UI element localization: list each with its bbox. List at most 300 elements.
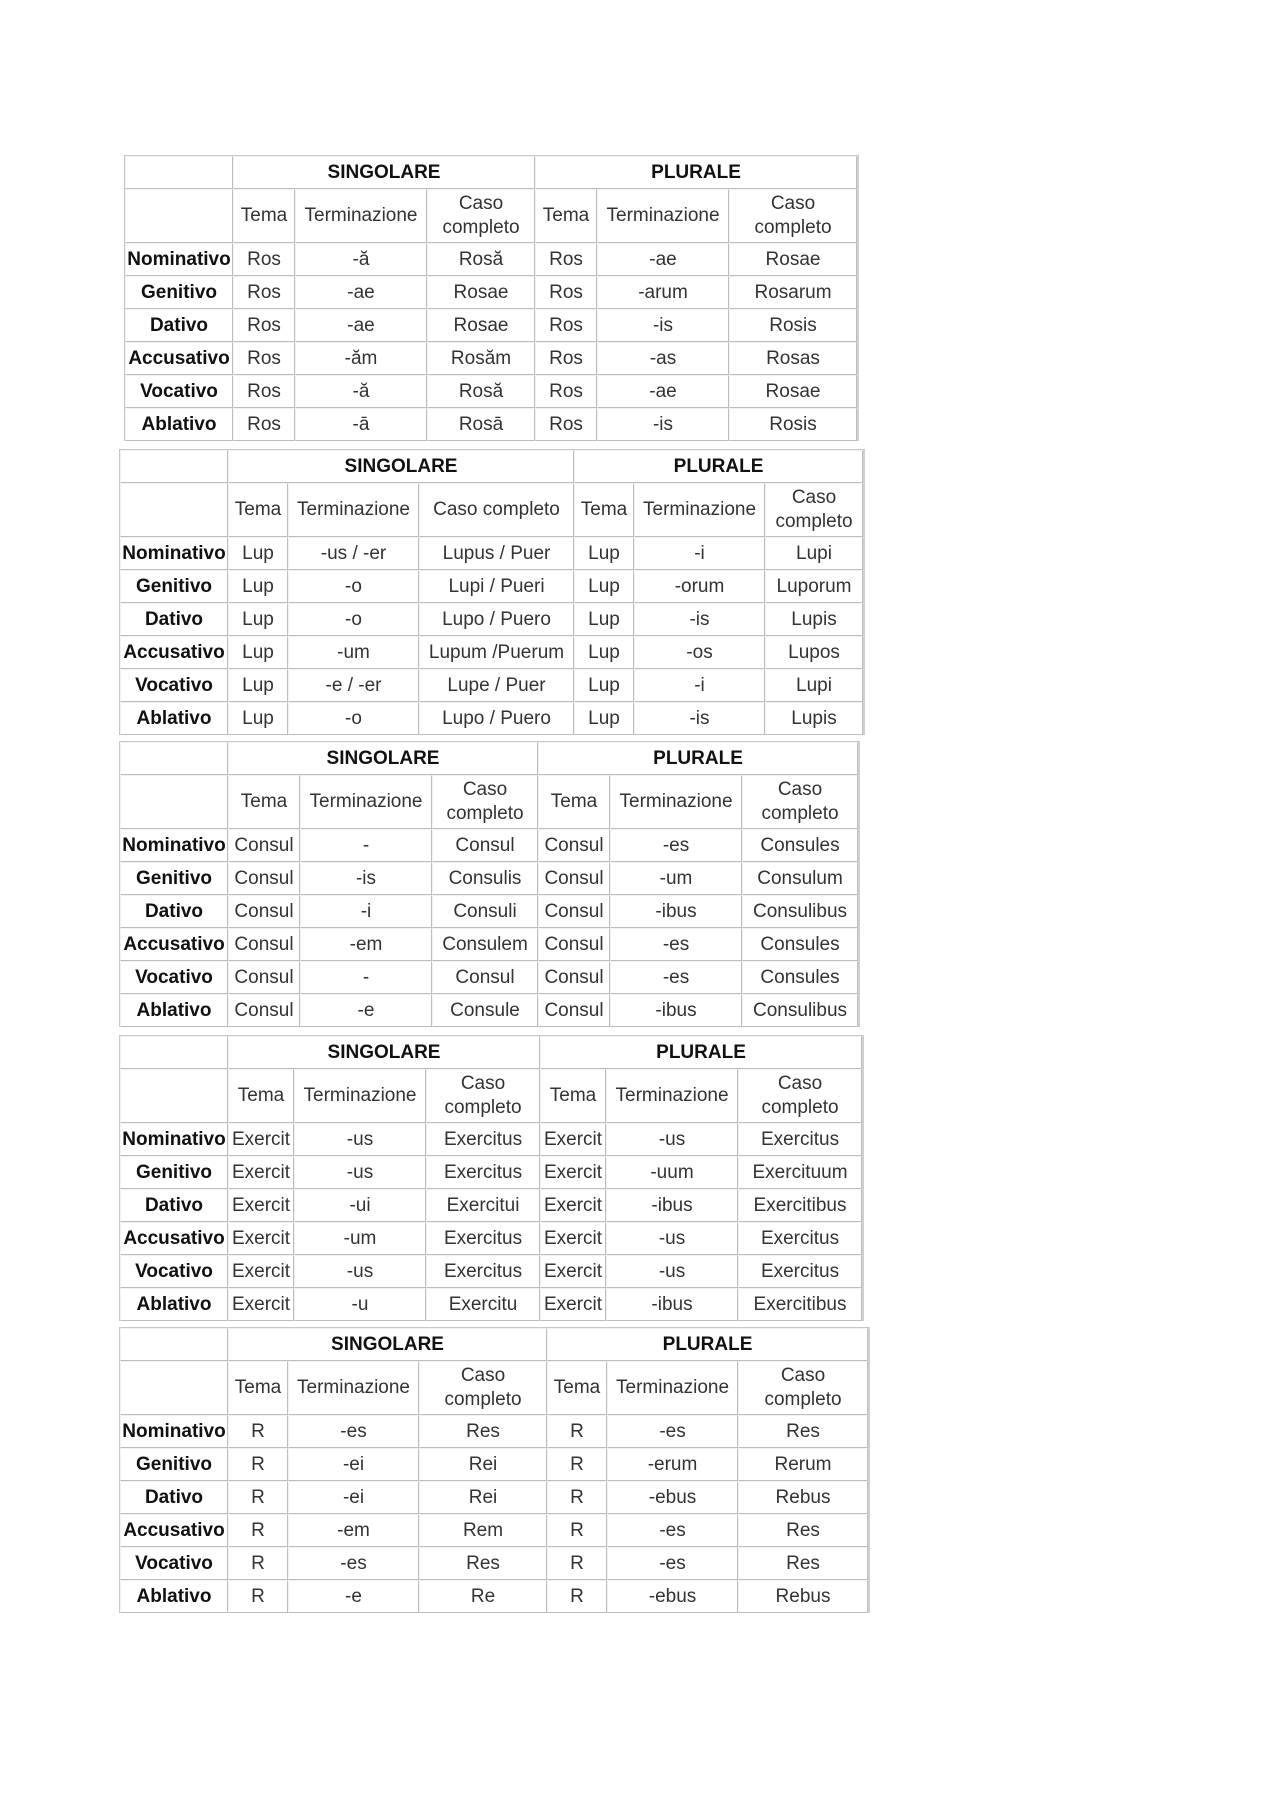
header-ending: Terminazione bbox=[294, 1069, 426, 1123]
singular-full-form-cell: Rei bbox=[419, 1448, 547, 1481]
header-full-case-line: completo bbox=[775, 511, 853, 532]
singular-stem-cell: Lup bbox=[228, 669, 288, 702]
singular-ending-cell: -i bbox=[300, 895, 432, 928]
singular-full-form-cell: Lupus / Puer bbox=[419, 537, 574, 570]
case-label: Genitivo bbox=[125, 276, 233, 309]
header-stem: Tema bbox=[535, 189, 597, 243]
plural-stem-cell: Lup bbox=[574, 669, 634, 702]
singular-ending-cell: -us / -er bbox=[288, 537, 419, 570]
header-stem: Tema bbox=[574, 483, 634, 537]
case-label: Accusativo bbox=[120, 636, 228, 669]
plural-full-form-cell: Lupos bbox=[765, 636, 863, 669]
singular-ending-cell: -o bbox=[288, 570, 419, 603]
header-ending: Terminazione bbox=[295, 189, 427, 243]
plural-stem-cell: Consul bbox=[538, 829, 610, 862]
singular-ending-cell: -ui bbox=[294, 1189, 426, 1222]
header-stem: Tema bbox=[547, 1361, 607, 1415]
singular-ending-cell: -us bbox=[294, 1123, 426, 1156]
singular-ending-cell: -us bbox=[294, 1156, 426, 1189]
singular-full-form-cell: Consulem bbox=[432, 928, 538, 961]
singular-stem-cell: Exercit bbox=[228, 1222, 294, 1255]
plural-stem-cell: Consul bbox=[538, 862, 610, 895]
singular-ending-cell: -us bbox=[294, 1255, 426, 1288]
singular-ending-cell: -es bbox=[288, 1415, 419, 1448]
plural-full-form-cell: Res bbox=[738, 1547, 868, 1580]
table-row bbox=[120, 537, 863, 570]
plural-full-form-cell: Lupi bbox=[765, 669, 863, 702]
corner-cell bbox=[120, 450, 228, 483]
plural-full-form-cell: Rebus bbox=[738, 1481, 868, 1514]
singular-full-form-cell: Res bbox=[419, 1547, 547, 1580]
header-full-case bbox=[419, 1361, 547, 1415]
singular-stem-cell: R bbox=[228, 1547, 288, 1580]
table-row bbox=[120, 1448, 868, 1481]
case-label: Dativo bbox=[125, 309, 233, 342]
table-row bbox=[120, 1156, 862, 1189]
header-ending: Terminazione bbox=[288, 483, 419, 537]
table-row bbox=[120, 1580, 868, 1613]
singular-stem-cell: Consul bbox=[228, 862, 300, 895]
plural-full-form-cell: Res bbox=[738, 1415, 868, 1448]
table-row bbox=[125, 342, 857, 375]
plural-ending-cell: -is bbox=[597, 408, 729, 441]
plural-stem-cell: R bbox=[547, 1415, 607, 1448]
header-stem: Tema bbox=[538, 775, 610, 829]
plural-ending-cell: -os bbox=[634, 636, 765, 669]
case-label: Ablativo bbox=[120, 1288, 228, 1321]
group-singular: SINGOLARE bbox=[228, 742, 538, 775]
table-row bbox=[120, 961, 858, 994]
singular-ending-cell: -ae bbox=[295, 309, 427, 342]
plural-full-form-cell: Rebus bbox=[738, 1580, 868, 1613]
table-row bbox=[120, 895, 858, 928]
group-singular: SINGOLARE bbox=[233, 156, 535, 189]
corner-cell bbox=[120, 1361, 228, 1415]
singular-stem-cell: Ros bbox=[233, 309, 295, 342]
header-ending: Terminazione bbox=[300, 775, 432, 829]
table-row bbox=[120, 862, 858, 895]
case-label: Genitivo bbox=[120, 1448, 228, 1481]
plural-full-form-cell: Rosis bbox=[729, 408, 857, 441]
singular-stem-cell: Consul bbox=[228, 829, 300, 862]
singular-full-form-cell: Rosae bbox=[427, 309, 535, 342]
singular-full-form-cell: Rosăm bbox=[427, 342, 535, 375]
table-row bbox=[120, 1288, 862, 1321]
singular-full-form-cell: Consuli bbox=[432, 895, 538, 928]
header-full-case-line: completo bbox=[444, 1389, 522, 1410]
case-label: Ablativo bbox=[120, 1580, 228, 1613]
plural-ending-cell: -us bbox=[606, 1222, 738, 1255]
table-row bbox=[120, 1415, 868, 1448]
header-full-case bbox=[765, 483, 863, 537]
singular-full-form-cell: Rei bbox=[419, 1481, 547, 1514]
singular-ending-cell: -ei bbox=[288, 1448, 419, 1481]
case-label: Nominativo bbox=[120, 1123, 228, 1156]
case-label: Nominativo bbox=[120, 537, 228, 570]
group-plural: PLURALE bbox=[535, 156, 857, 189]
singular-stem-cell: Consul bbox=[228, 895, 300, 928]
corner-cell bbox=[125, 189, 233, 243]
singular-stem-cell: Lup bbox=[228, 537, 288, 570]
case-label: Vocativo bbox=[120, 669, 228, 702]
singular-full-form-cell: Lupum /Puerum bbox=[419, 636, 574, 669]
singular-stem-cell: Ros bbox=[233, 342, 295, 375]
case-label: Genitivo bbox=[120, 570, 228, 603]
plural-stem-cell: Consul bbox=[538, 895, 610, 928]
table-row bbox=[120, 702, 863, 735]
plural-ending-cell: -orum bbox=[634, 570, 765, 603]
plural-stem-cell: R bbox=[547, 1580, 607, 1613]
plural-stem-cell: Ros bbox=[535, 408, 597, 441]
declension-table bbox=[119, 1035, 864, 1321]
plural-ending-cell: -us bbox=[606, 1123, 738, 1156]
plural-stem-cell: Lup bbox=[574, 570, 634, 603]
singular-ending-cell: -o bbox=[288, 603, 419, 636]
singular-ending-cell: -e bbox=[288, 1580, 419, 1613]
singular-stem-cell: R bbox=[228, 1448, 288, 1481]
case-label: Accusativo bbox=[120, 1222, 228, 1255]
case-label: Ablativo bbox=[120, 994, 228, 1027]
case-label: Ablativo bbox=[120, 702, 228, 735]
plural-stem-cell: Ros bbox=[535, 342, 597, 375]
header-ending: Terminazione bbox=[288, 1361, 419, 1415]
table-row bbox=[120, 1255, 862, 1288]
header-ending: Terminazione bbox=[607, 1361, 738, 1415]
plural-full-form-cell: Rosarum bbox=[729, 276, 857, 309]
corner-cell bbox=[120, 1069, 228, 1123]
plural-full-form-cell: Lupis bbox=[765, 702, 863, 735]
case-label: Dativo bbox=[120, 603, 228, 636]
singular-full-form-cell: Consule bbox=[432, 994, 538, 1027]
plural-stem-cell: Consul bbox=[538, 928, 610, 961]
header-full-case-line: Caso bbox=[462, 779, 508, 800]
singular-ending-cell: -ă bbox=[295, 243, 427, 276]
header-stem: Tema bbox=[233, 189, 295, 243]
header-full-case bbox=[729, 189, 857, 243]
singular-stem-cell: Exercit bbox=[228, 1255, 294, 1288]
singular-ending-cell: -um bbox=[288, 636, 419, 669]
table-row bbox=[125, 375, 857, 408]
plural-stem-cell: Ros bbox=[535, 243, 597, 276]
plural-ending-cell: -uum bbox=[606, 1156, 738, 1189]
plural-ending-cell: -ebus bbox=[607, 1580, 738, 1613]
singular-stem-cell: Exercit bbox=[228, 1288, 294, 1321]
singular-ending-cell: -e / -er bbox=[288, 669, 419, 702]
singular-ending-cell: -e bbox=[300, 994, 432, 1027]
case-label: Nominativo bbox=[120, 1415, 228, 1448]
singular-stem-cell: Lup bbox=[228, 702, 288, 735]
plural-ending-cell: -us bbox=[606, 1255, 738, 1288]
singular-ending-cell: -ă bbox=[295, 375, 427, 408]
plural-full-form-cell: Rerum bbox=[738, 1448, 868, 1481]
singular-ending-cell: -is bbox=[300, 862, 432, 895]
singular-full-form-cell: Rosae bbox=[427, 276, 535, 309]
header-full-case bbox=[738, 1361, 868, 1415]
plural-stem-cell: Ros bbox=[535, 375, 597, 408]
header-ending: Terminazione bbox=[597, 189, 729, 243]
declension-table bbox=[119, 741, 860, 1027]
corner-cell bbox=[120, 483, 228, 537]
singular-stem-cell: Consul bbox=[228, 994, 300, 1027]
plural-full-form-cell: Rosis bbox=[729, 309, 857, 342]
case-label: Dativo bbox=[120, 895, 228, 928]
plural-ending-cell: -is bbox=[634, 603, 765, 636]
header-full-case-line: completo bbox=[764, 1389, 842, 1410]
plural-full-form-cell: Res bbox=[738, 1514, 868, 1547]
plural-ending-cell: -um bbox=[610, 862, 742, 895]
singular-ending-cell: -em bbox=[300, 928, 432, 961]
singular-ending-cell: -um bbox=[294, 1222, 426, 1255]
plural-full-form-cell: Consulibus bbox=[742, 895, 858, 928]
case-label: Genitivo bbox=[120, 862, 228, 895]
case-label: Nominativo bbox=[120, 829, 228, 862]
table-row bbox=[120, 829, 858, 862]
singular-full-form-cell: Consulis bbox=[432, 862, 538, 895]
case-label: Ablativo bbox=[125, 408, 233, 441]
header-stem: Tema bbox=[540, 1069, 606, 1123]
header-full-case-line: Caso bbox=[777, 1073, 823, 1094]
plural-stem-cell: Exercit bbox=[540, 1255, 606, 1288]
table-row bbox=[120, 1222, 862, 1255]
singular-stem-cell: R bbox=[228, 1481, 288, 1514]
corner-cell bbox=[120, 742, 228, 775]
case-label: Genitivo bbox=[120, 1156, 228, 1189]
plural-ending-cell: -ibus bbox=[606, 1189, 738, 1222]
plural-full-form-cell: Exercituum bbox=[738, 1156, 862, 1189]
singular-ending-cell: - bbox=[300, 961, 432, 994]
plural-ending-cell: -as bbox=[597, 342, 729, 375]
declension-table bbox=[119, 449, 865, 735]
header-stem: Tema bbox=[228, 775, 300, 829]
plural-stem-cell: R bbox=[547, 1514, 607, 1547]
header-full-case-line: completo bbox=[761, 1097, 839, 1118]
plural-ending-cell: -ae bbox=[597, 243, 729, 276]
plural-stem-cell: R bbox=[547, 1448, 607, 1481]
corner-cell bbox=[120, 1328, 228, 1361]
header-full-case bbox=[742, 775, 858, 829]
singular-full-form-cell: Rem bbox=[419, 1514, 547, 1547]
header-full-case-line: Caso bbox=[460, 1073, 506, 1094]
header-ending: Terminazione bbox=[610, 775, 742, 829]
table-row bbox=[120, 636, 863, 669]
singular-stem-cell: Lup bbox=[228, 636, 288, 669]
case-label: Accusativo bbox=[120, 1514, 228, 1547]
header-stem: Tema bbox=[228, 1361, 288, 1415]
plural-full-form-cell: Exercitus bbox=[738, 1222, 862, 1255]
plural-stem-cell: Consul bbox=[538, 961, 610, 994]
singular-stem-cell: Exercit bbox=[228, 1123, 294, 1156]
plural-ending-cell: -es bbox=[610, 829, 742, 862]
header-full-case-line: completo bbox=[761, 803, 839, 824]
singular-ending-cell: -ăm bbox=[295, 342, 427, 375]
case-label: Dativo bbox=[120, 1189, 228, 1222]
plural-ending-cell: -arum bbox=[597, 276, 729, 309]
case-label: Nominativo bbox=[125, 243, 233, 276]
case-label: Vocativo bbox=[120, 961, 228, 994]
plural-ending-cell: -ibus bbox=[610, 895, 742, 928]
plural-full-form-cell: Consules bbox=[742, 829, 858, 862]
header-full-case bbox=[427, 189, 535, 243]
header-ending: Terminazione bbox=[606, 1069, 738, 1123]
singular-full-form-cell: Exercitus bbox=[426, 1123, 540, 1156]
plural-stem-cell: Exercit bbox=[540, 1123, 606, 1156]
declension-table bbox=[119, 1327, 870, 1613]
plural-ending-cell: -ibus bbox=[610, 994, 742, 1027]
group-singular: SINGOLARE bbox=[228, 450, 574, 483]
plural-ending-cell: -i bbox=[634, 669, 765, 702]
plural-stem-cell: Exercit bbox=[540, 1288, 606, 1321]
plural-full-form-cell: Consules bbox=[742, 928, 858, 961]
group-plural: PLURALE bbox=[540, 1036, 862, 1069]
declension-table bbox=[124, 155, 859, 441]
table-row bbox=[125, 309, 857, 342]
table-row bbox=[125, 243, 857, 276]
plural-ending-cell: -erum bbox=[607, 1448, 738, 1481]
singular-stem-cell: Exercit bbox=[228, 1189, 294, 1222]
header-full-case-line: Caso bbox=[458, 193, 504, 214]
header-full-case-line: completo bbox=[442, 217, 520, 238]
singular-full-form-cell: Exercitus bbox=[426, 1255, 540, 1288]
singular-full-form-cell: Exercitui bbox=[426, 1189, 540, 1222]
singular-stem-cell: Ros bbox=[233, 276, 295, 309]
singular-stem-cell: Consul bbox=[228, 961, 300, 994]
plural-full-form-cell: Rosas bbox=[729, 342, 857, 375]
group-plural: PLURALE bbox=[538, 742, 858, 775]
singular-ending-cell: -ae bbox=[295, 276, 427, 309]
singular-full-form-cell: Rosā bbox=[427, 408, 535, 441]
header-full-case-line: Caso bbox=[791, 487, 837, 508]
singular-stem-cell: Consul bbox=[228, 928, 300, 961]
plural-stem-cell: Lup bbox=[574, 603, 634, 636]
case-label: Accusativo bbox=[125, 342, 233, 375]
singular-full-form-cell: Re bbox=[419, 1580, 547, 1613]
header-full-case bbox=[426, 1069, 540, 1123]
plural-stem-cell: Exercit bbox=[540, 1222, 606, 1255]
plural-full-form-cell: Lupis bbox=[765, 603, 863, 636]
singular-stem-cell: Lup bbox=[228, 603, 288, 636]
singular-full-form-cell: Exercitu bbox=[426, 1288, 540, 1321]
singular-full-form-cell: Lupi / Pueri bbox=[419, 570, 574, 603]
header-full-case-line: Caso bbox=[770, 193, 816, 214]
plural-ending-cell: -ibus bbox=[606, 1288, 738, 1321]
singular-stem-cell: Ros bbox=[233, 243, 295, 276]
singular-ending-cell: -ā bbox=[295, 408, 427, 441]
singular-full-form-cell: Rosă bbox=[427, 243, 535, 276]
singular-stem-cell: Ros bbox=[233, 375, 295, 408]
case-label: Vocativo bbox=[120, 1547, 228, 1580]
singular-stem-cell: R bbox=[228, 1415, 288, 1448]
case-label: Vocativo bbox=[120, 1255, 228, 1288]
singular-full-form-cell: Exercitus bbox=[426, 1156, 540, 1189]
group-plural: PLURALE bbox=[574, 450, 863, 483]
table-row bbox=[120, 1481, 868, 1514]
header-stem: Tema bbox=[228, 483, 288, 537]
singular-full-form-cell: Res bbox=[419, 1415, 547, 1448]
singular-ending-cell: -ei bbox=[288, 1481, 419, 1514]
corner-cell bbox=[120, 1036, 228, 1069]
plural-stem-cell: Ros bbox=[535, 276, 597, 309]
singular-ending-cell: -u bbox=[294, 1288, 426, 1321]
header-full-case-line: Caso bbox=[460, 1365, 506, 1386]
singular-stem-cell: R bbox=[228, 1514, 288, 1547]
header-full-case: Caso completo bbox=[419, 483, 574, 537]
singular-ending-cell: -o bbox=[288, 702, 419, 735]
plural-full-form-cell: Exercitibus bbox=[738, 1189, 862, 1222]
plural-ending-cell: -i bbox=[634, 537, 765, 570]
group-singular: SINGOLARE bbox=[228, 1328, 547, 1361]
singular-full-form-cell: Rosă bbox=[427, 375, 535, 408]
table-row bbox=[125, 408, 857, 441]
header-full-case-line: completo bbox=[444, 1097, 522, 1118]
header-full-case-line: completo bbox=[754, 217, 832, 238]
singular-full-form-cell: Consul bbox=[432, 961, 538, 994]
table-row bbox=[120, 570, 863, 603]
plural-stem-cell: Ros bbox=[535, 309, 597, 342]
table-row bbox=[120, 994, 858, 1027]
group-plural: PLURALE bbox=[547, 1328, 868, 1361]
table-row bbox=[120, 1547, 868, 1580]
table-row bbox=[125, 276, 857, 309]
plural-full-form-cell: Consulum bbox=[742, 862, 858, 895]
plural-full-form-cell: Lupi bbox=[765, 537, 863, 570]
singular-full-form-cell: Lupe / Puer bbox=[419, 669, 574, 702]
table-row bbox=[120, 1123, 862, 1156]
plural-ending-cell: -es bbox=[607, 1514, 738, 1547]
plural-stem-cell: Lup bbox=[574, 702, 634, 735]
case-label: Dativo bbox=[120, 1481, 228, 1514]
table-row bbox=[120, 669, 863, 702]
plural-stem-cell: R bbox=[547, 1547, 607, 1580]
plural-ending-cell: -ebus bbox=[607, 1481, 738, 1514]
singular-stem-cell: Ros bbox=[233, 408, 295, 441]
header-full-case-line: completo bbox=[446, 803, 524, 824]
header-full-case bbox=[432, 775, 538, 829]
plural-ending-cell: -is bbox=[597, 309, 729, 342]
plural-stem-cell: Lup bbox=[574, 537, 634, 570]
plural-full-form-cell: Rosae bbox=[729, 243, 857, 276]
plural-ending-cell: -ae bbox=[597, 375, 729, 408]
singular-full-form-cell: Exercitus bbox=[426, 1222, 540, 1255]
header-stem: Tema bbox=[228, 1069, 294, 1123]
singular-full-form-cell: Lupo / Puero bbox=[419, 702, 574, 735]
singular-ending-cell: - bbox=[300, 829, 432, 862]
plural-stem-cell: Lup bbox=[574, 636, 634, 669]
plural-stem-cell: Exercit bbox=[540, 1189, 606, 1222]
table-row bbox=[120, 928, 858, 961]
singular-ending-cell: -em bbox=[288, 1514, 419, 1547]
singular-full-form-cell: Lupo / Puero bbox=[419, 603, 574, 636]
plural-full-form-cell: Luporum bbox=[765, 570, 863, 603]
header-full-case bbox=[738, 1069, 862, 1123]
header-ending: Terminazione bbox=[634, 483, 765, 537]
plural-full-form-cell: Rosae bbox=[729, 375, 857, 408]
plural-full-form-cell: Exercitus bbox=[738, 1123, 862, 1156]
header-full-case-line: Caso bbox=[777, 779, 823, 800]
header-full-case-line: Caso bbox=[780, 1365, 826, 1386]
singular-stem-cell: R bbox=[228, 1580, 288, 1613]
table-row bbox=[120, 603, 863, 636]
plural-ending-cell: -es bbox=[610, 928, 742, 961]
corner-cell bbox=[125, 156, 233, 189]
case-label: Accusativo bbox=[120, 928, 228, 961]
table-row bbox=[120, 1514, 868, 1547]
plural-ending-cell: -es bbox=[607, 1547, 738, 1580]
case-label: Vocativo bbox=[125, 375, 233, 408]
corner-cell bbox=[120, 775, 228, 829]
singular-ending-cell: -es bbox=[288, 1547, 419, 1580]
plural-ending-cell: -is bbox=[634, 702, 765, 735]
plural-stem-cell: Consul bbox=[538, 994, 610, 1027]
